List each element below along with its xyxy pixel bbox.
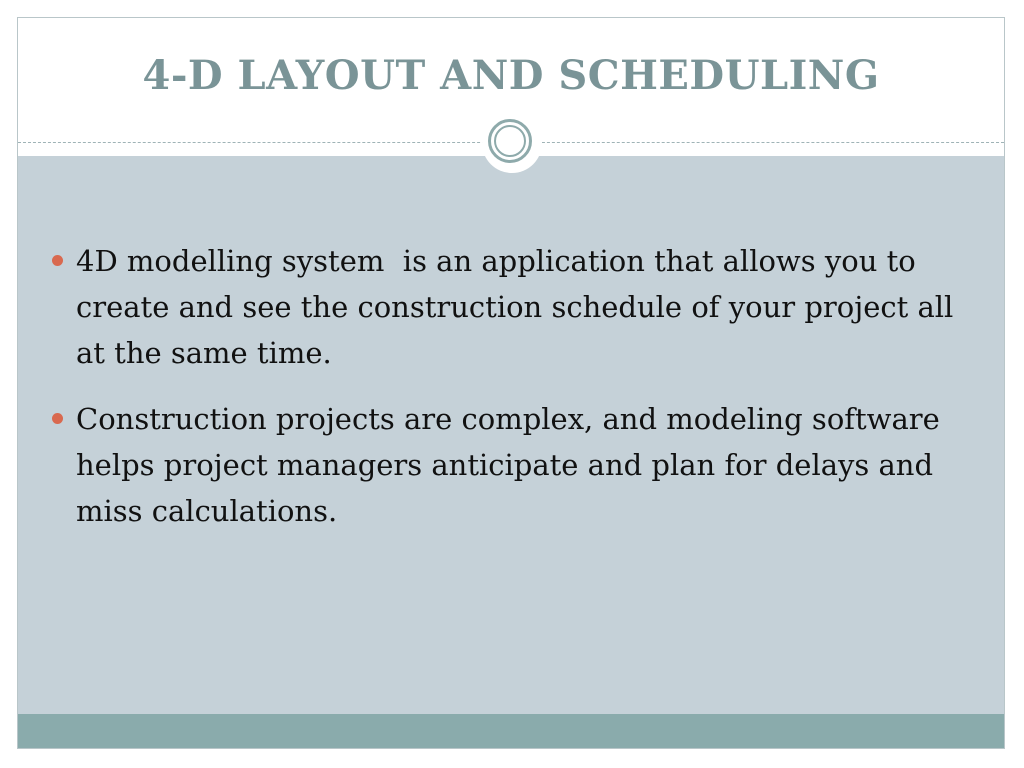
footer-bar: [18, 714, 1004, 748]
bullet-list: [50, 238, 970, 554]
slide-title: 4-D LAYOUT AND SCHEDULING: [142, 52, 880, 99]
circle-ornament-inner: [494, 125, 526, 157]
slide: [17, 17, 1005, 749]
bullet-item: [50, 238, 970, 376]
bullet-dot-icon: [52, 413, 63, 424]
bullet-dot-icon: [52, 255, 63, 266]
bullet-text: Construction projects are complex, and modeling software helps project managers anticipate and plan for delays and miss calculations.: [76, 402, 940, 528]
bullet-text: 4D modelling system is an application that allows you to create and see the construction schedule of your project all at the same time.: [76, 244, 963, 370]
bullet-item: [50, 396, 970, 534]
